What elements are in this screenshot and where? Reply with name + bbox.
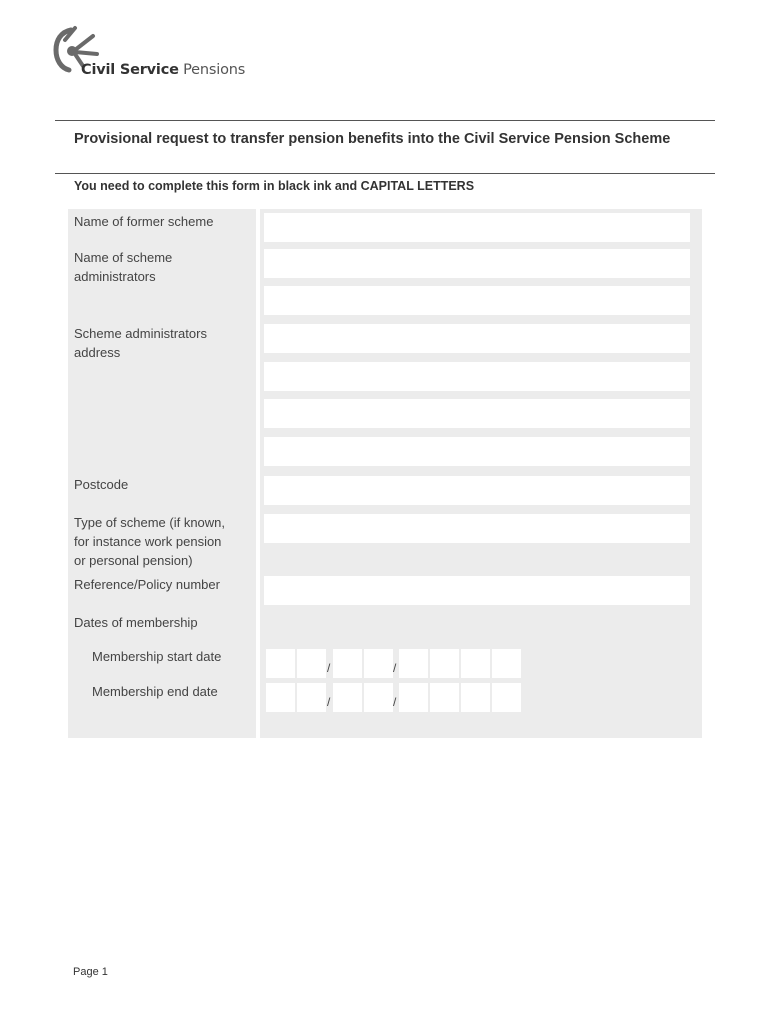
start-date-month-1[interactable]: [333, 649, 362, 678]
start-date-year-1[interactable]: [399, 649, 428, 678]
label-end-date: Membership end date: [92, 684, 218, 699]
label-postcode: Postcode: [74, 477, 129, 492]
end-date-day-2[interactable]: [297, 683, 326, 712]
end-date-year-3[interactable]: [461, 683, 490, 712]
logo-text-bold: Civil Service: [81, 62, 179, 78]
address-input-1[interactable]: [264, 324, 690, 353]
end-date-month-1[interactable]: [333, 683, 362, 712]
label-administrators-line2: administrators: [74, 269, 156, 284]
end-date-separator-1: /: [327, 695, 331, 709]
start-date-separator-1: /: [327, 661, 331, 675]
end-date-month-2[interactable]: [364, 683, 393, 712]
label-address-line2: address: [74, 345, 121, 360]
administrators-input-1[interactable]: [264, 249, 690, 278]
start-date-year-4[interactable]: [492, 649, 521, 678]
start-date-year-2[interactable]: [430, 649, 459, 678]
postcode-input[interactable]: [264, 476, 690, 505]
start-date-month-2[interactable]: [364, 649, 393, 678]
reference-input[interactable]: [264, 576, 690, 605]
address-input-2[interactable]: [264, 362, 690, 391]
start-date-day-2[interactable]: [297, 649, 326, 678]
label-start-date: Membership start date: [92, 649, 222, 664]
form-instruction: You need to complete this form in black ink and CAPITAL LETTERS: [74, 179, 475, 193]
logo-text-light: Pensions: [183, 62, 246, 78]
header-bottom-rule: [55, 173, 715, 174]
end-date-year-4[interactable]: [492, 683, 521, 712]
start-date-day-1[interactable]: [266, 649, 295, 678]
start-date-year-3[interactable]: [461, 649, 490, 678]
address-input-3[interactable]: [264, 399, 690, 428]
logo-text: [81, 62, 245, 78]
label-dates-of-membership: Dates of membership: [74, 615, 198, 630]
page-number: Page 1: [73, 966, 108, 978]
address-input-4[interactable]: [264, 437, 690, 466]
end-date-year-1[interactable]: [399, 683, 428, 712]
label-type-line3: or personal pension): [74, 553, 193, 568]
former-scheme-input[interactable]: [264, 213, 690, 242]
label-type-line2: for instance work pension: [74, 534, 222, 549]
label-former-scheme: Name of former scheme: [74, 214, 214, 229]
end-date-year-2[interactable]: [430, 683, 459, 712]
label-address-line1: Scheme administrators: [74, 326, 207, 341]
form-title: Provisional request to transfer pension benefits into the Civil Service Pension Scheme: [74, 131, 671, 147]
header-top-rule: [55, 120, 715, 121]
scheme-type-input[interactable]: [264, 514, 690, 543]
civil-service-pensions-logo: [53, 24, 246, 80]
label-reference: Reference/Policy number: [74, 577, 220, 592]
start-date-separator-2: /: [393, 661, 397, 675]
end-date-separator-2: /: [393, 695, 397, 709]
label-administrators-line1: Name of scheme: [74, 250, 173, 265]
label-type-line1: Type of scheme (if known,: [74, 515, 226, 530]
administrators-input-2[interactable]: [264, 286, 690, 315]
end-date-day-1[interactable]: [266, 683, 295, 712]
